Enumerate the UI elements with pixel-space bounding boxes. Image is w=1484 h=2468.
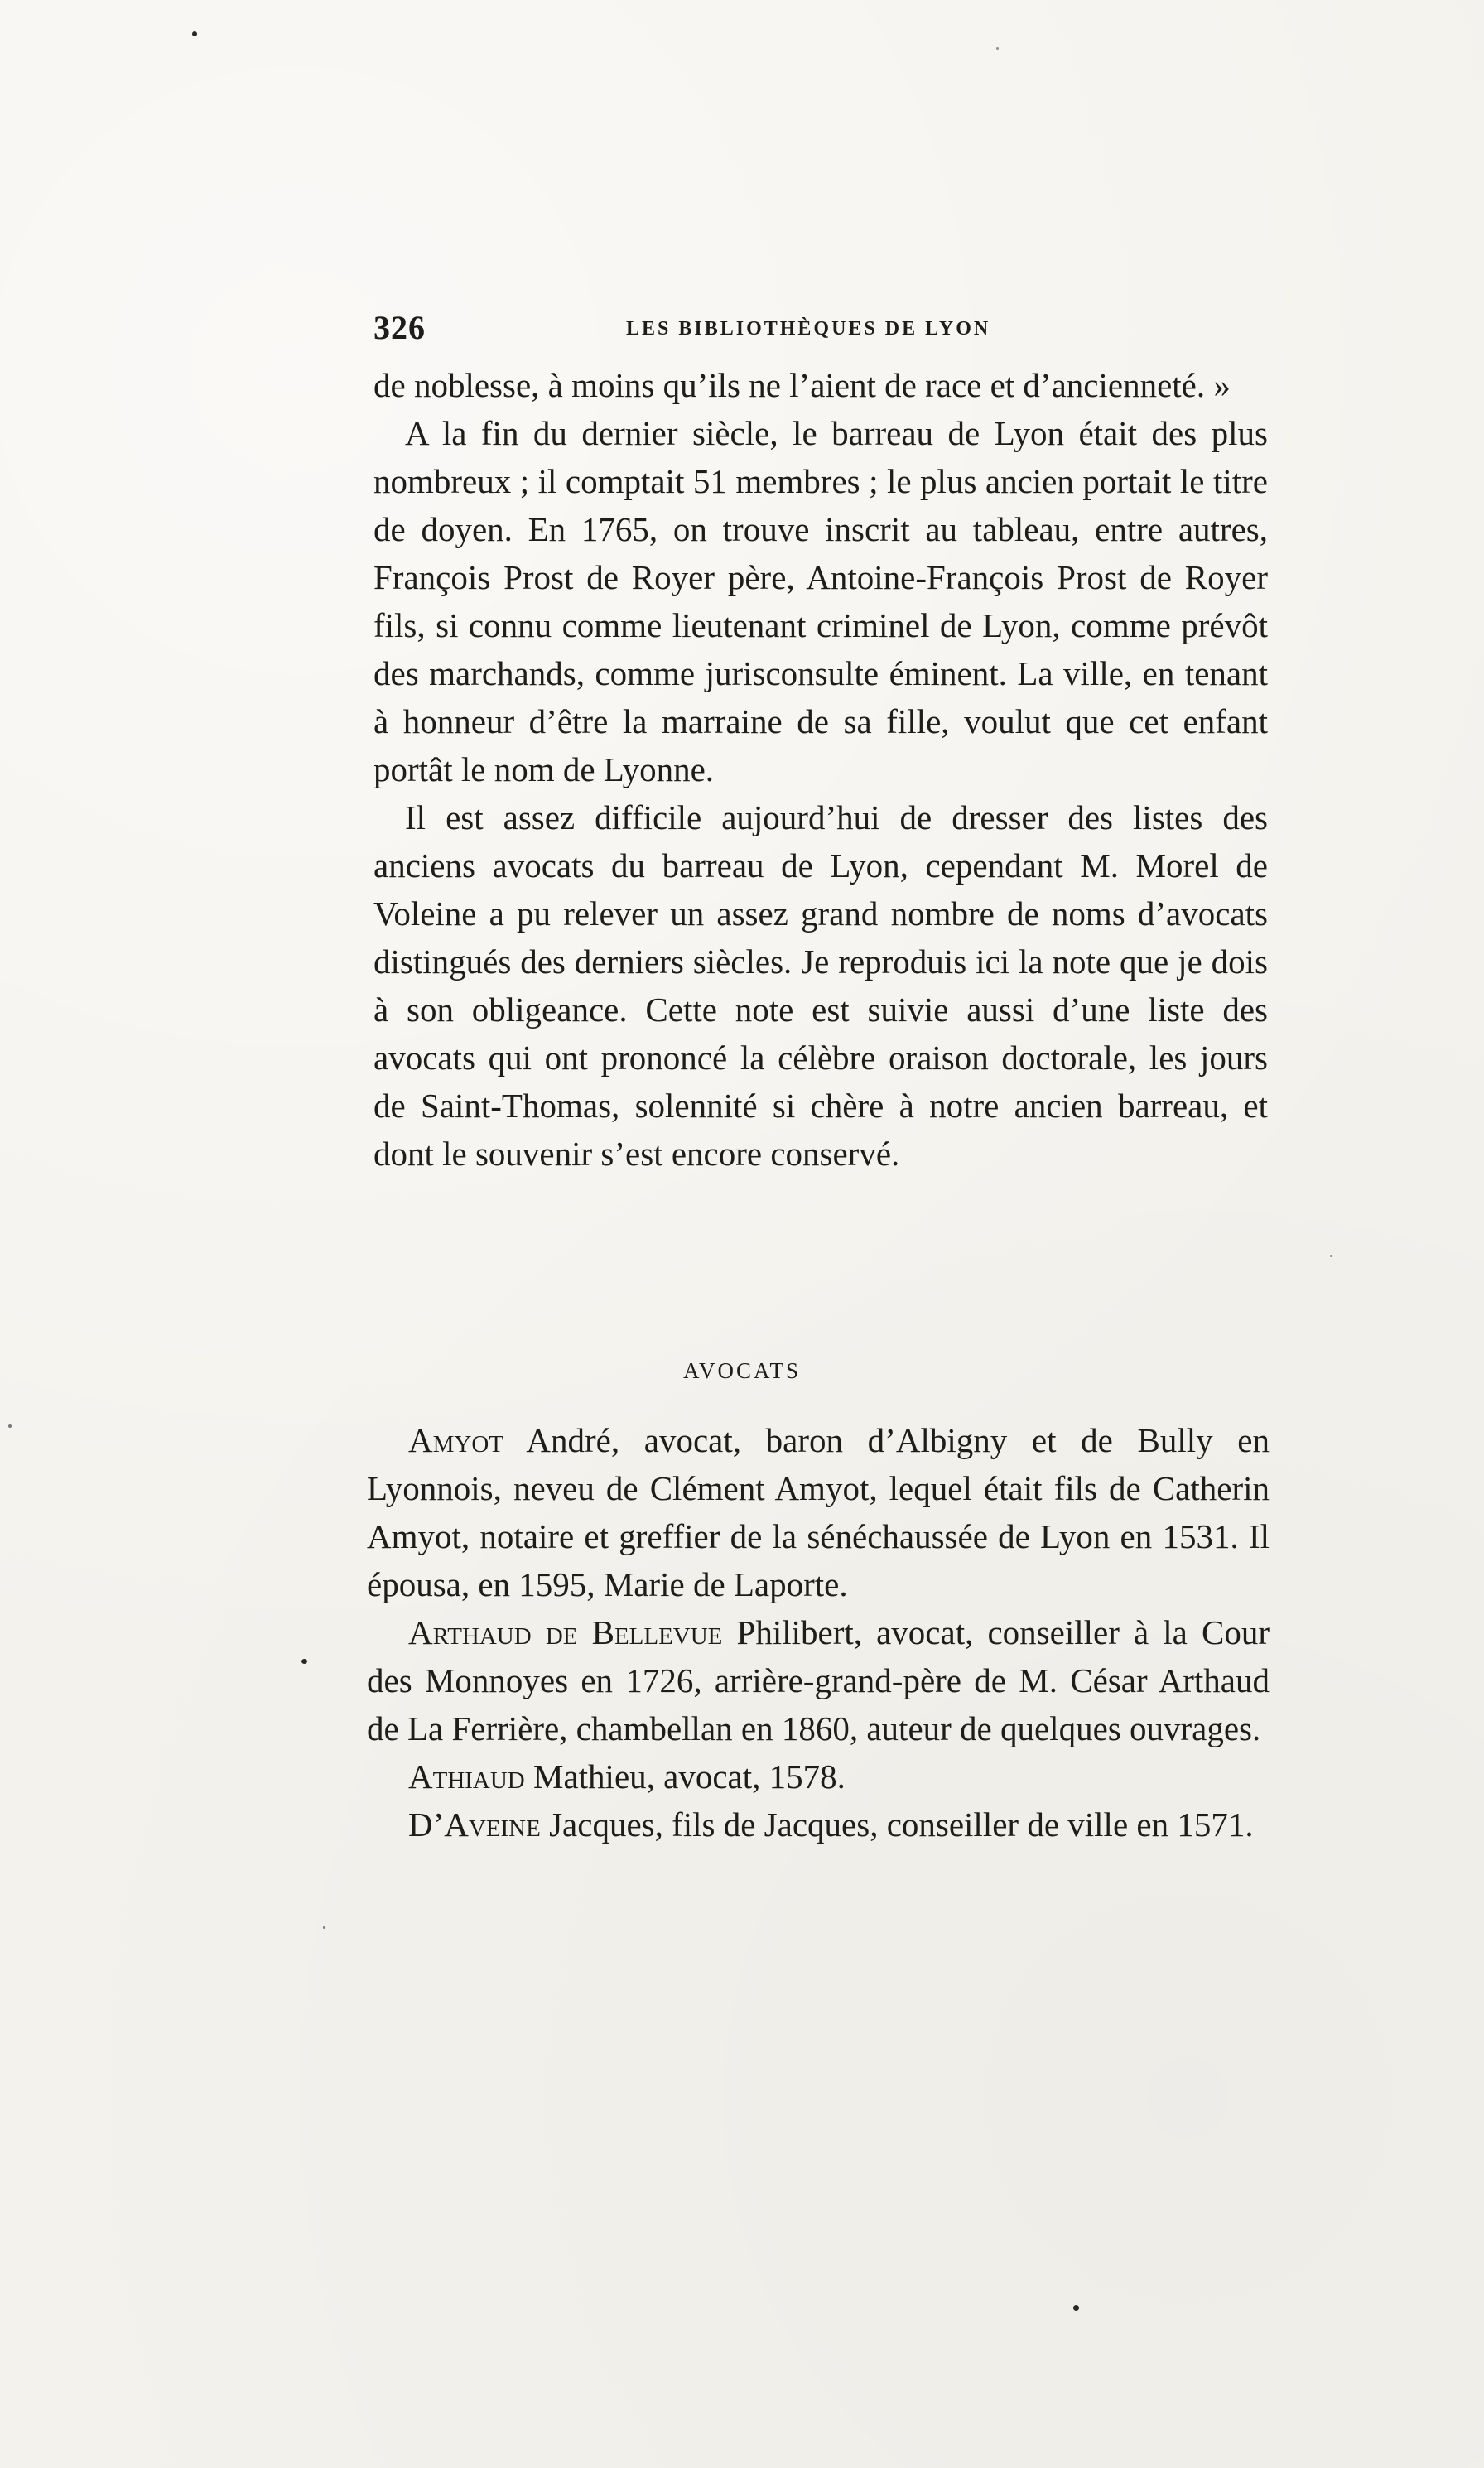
entry-text: Philibert, avocat, conseiller à la Cour des Monnoyes en 1726, arrière-grand-père de M. César Arthaud de La Ferrière, chambellan en 1860, auteur de quelques ouvrages.: [367, 1613, 1270, 1747]
scan-speck: [1073, 2305, 1079, 2311]
scan-speck: [192, 31, 197, 36]
scan-speck: [301, 1659, 307, 1664]
scan-speck: [323, 1926, 325, 1929]
avocats-list: [367, 1416, 1270, 1849]
scan-speck: [8, 1424, 12, 1428]
entry-name: Amyot: [408, 1421, 504, 1459]
entry-name: Arthaud de Bellevue: [408, 1613, 723, 1651]
list-item: [367, 1800, 1270, 1849]
paragraph: de noblesse, à moins qu’ils ne l’aient de race et d’ancienneté. »: [373, 366, 1231, 404]
entry-text: André, avocat, baron d’Albigny et de Bully en Lyonnois, neveu de Clément Amyot, lequel était fils de Catherin Amyot, notaire et greffier de la sénéchaussée de Lyon en 1531. Il épousa, en 1595, Marie de Laporte.: [367, 1421, 1270, 1603]
section-title: AVOCATS: [682, 1358, 802, 1383]
entry-name: D’Aveine: [408, 1805, 541, 1844]
scan-speck: [996, 47, 999, 50]
body-text: [373, 361, 1268, 1178]
list-item: [367, 1416, 1270, 1608]
running-title: LES BIBLIOTHÈQUES DE LYON: [626, 318, 991, 340]
scan-speck: [1330, 1255, 1332, 1257]
entry-name: Athiaud: [408, 1757, 525, 1796]
paragraph: A la fin du dernier siècle, le barreau de Lyon était des plus nombreux ; il comptait 51 membres ; le plus ancien portait le titre de doyen. En 1765, on trouve inscrit au tableau, entre autres, François Prost de Royer père, Antoine-François Prost de Royer fils, si connu comme lieutenant criminel de Lyon, comme prévôt des marchands, comme jurisconsulte éminent. La ville, en tenant à honneur d’être la marraine de sa fille, voulut que cet enfant portât le nom de Lyonne.: [373, 414, 1268, 788]
page-header: [373, 308, 1268, 358]
paragraph: Il est assez difficile aujourd’hui de dresser des listes des anciens avocats du barreau de Lyon, cependant M. Morel de Voleine a pu relever un assez grand nombre de noms d’avocats distingués des derniers siècles. Je reproduis ici la note que je dois à son obligeance. Cette note est suivie aussi d’une liste des avocats qui ont prononcé la célèbre oraison doctorale, les jours de Saint-Thomas, solennité si chère à notre ancien barreau, et dont le souvenir s’est encore conservé.: [373, 798, 1268, 1173]
entry-text: Mathieu, avocat, 1578.: [524, 1757, 846, 1796]
list-item: [367, 1752, 1270, 1800]
page-number: 326: [373, 309, 426, 346]
list-item: [367, 1608, 1270, 1752]
entry-text: Jacques, fils de Jacques, conseiller de ville en 1571.: [540, 1805, 1254, 1844]
